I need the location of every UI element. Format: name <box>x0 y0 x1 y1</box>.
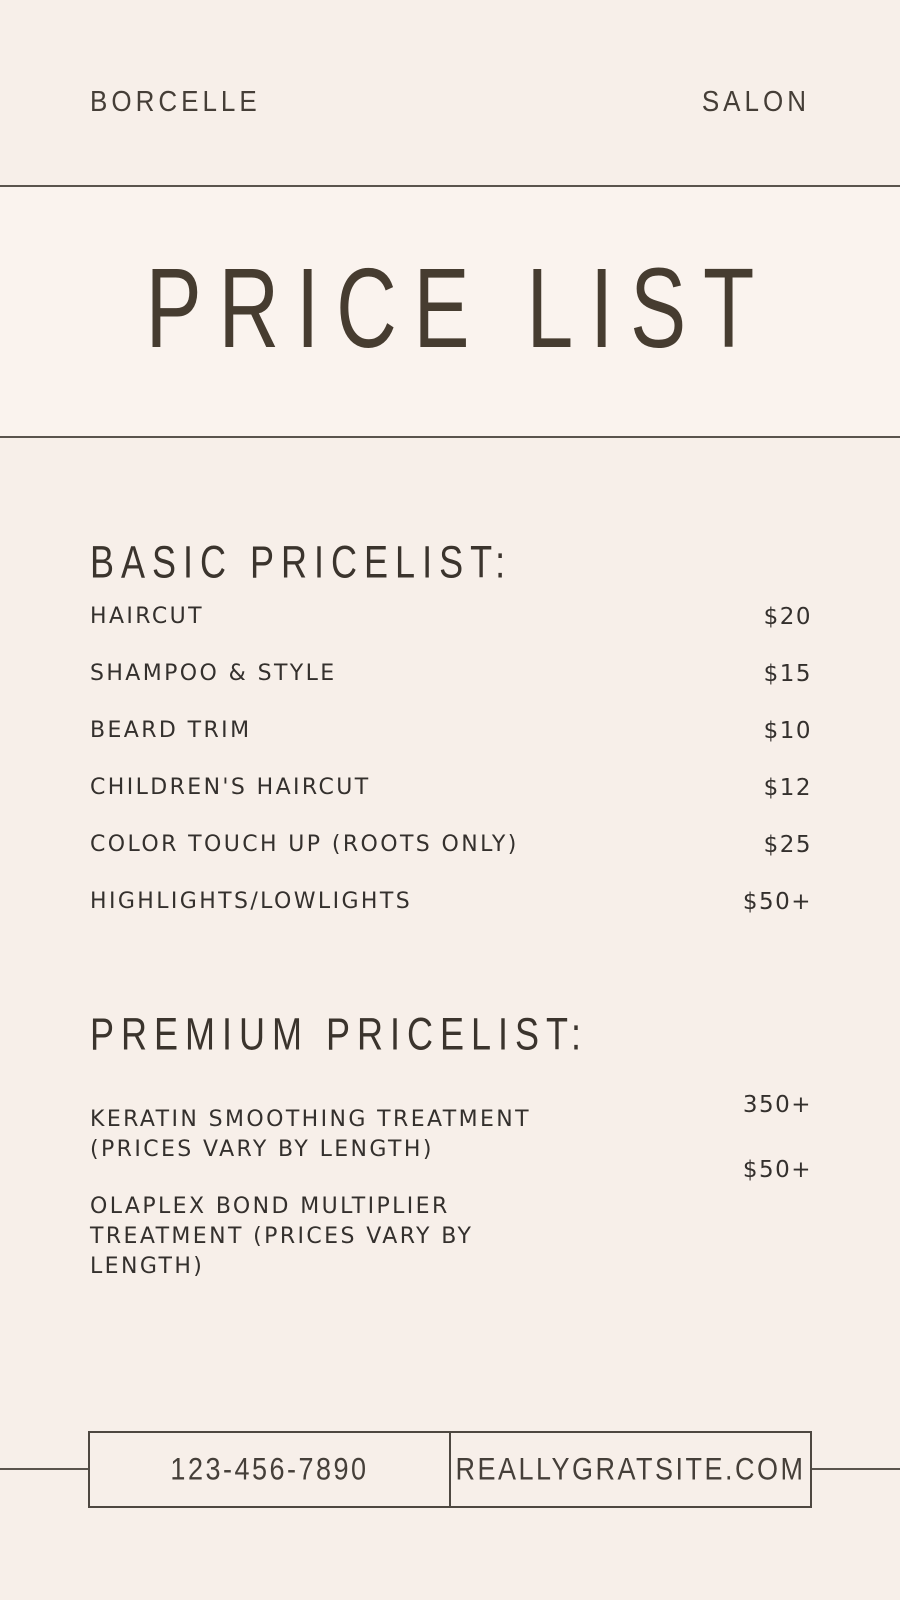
service-label: HIGHLIGHTS/LOWLIGHTS <box>90 889 413 914</box>
premium-pricelist-heading: PREMIUM PRICELIST: <box>90 1008 589 1060</box>
service-price: $12 <box>763 774 812 801</box>
service-label: CHILDREN'S HAIRCUT <box>90 775 371 800</box>
brand-name: BORCELLE <box>90 84 261 118</box>
divider-below-title <box>0 436 900 438</box>
service-price: $20 <box>763 603 812 630</box>
service-label: OLAPLEX BOND MULTIPLIER TREATMENT (PRICES VARY BY LENGTH) <box>90 1194 474 1279</box>
price-row <box>90 645 812 702</box>
page-title: PRICE LIST <box>145 244 772 372</box>
service-label: COLOR TOUCH UP (ROOTS ONLY) <box>90 832 519 857</box>
premium-pricelist <box>90 1075 812 1282</box>
website-url: REALLYGRATSITE.COM <box>455 1451 806 1487</box>
price-row <box>90 816 812 873</box>
footer-line-right <box>810 1468 900 1470</box>
title-band <box>0 187 900 436</box>
premium-labels <box>90 1075 560 1282</box>
service-price: $10 <box>763 717 812 744</box>
service-label: BEARD TRIM <box>90 718 252 743</box>
header <box>90 86 810 117</box>
price-row <box>90 759 812 816</box>
phone-number: 123-456-7890 <box>170 1451 369 1487</box>
price-row <box>90 873 812 930</box>
service-price: 350+ <box>742 1092 812 1118</box>
service-price: $50+ <box>742 1157 812 1183</box>
service-price: $15 <box>763 660 812 687</box>
footer-line-left <box>0 1468 90 1470</box>
basic-pricelist-heading: BASIC PRICELIST: <box>90 536 513 588</box>
premium-prices <box>743 1090 812 1185</box>
price-row <box>90 702 812 759</box>
service-label: SHAMPOO & STYLE <box>90 661 337 686</box>
footer-contact-box <box>88 1431 812 1508</box>
service-price: $50+ <box>742 888 812 915</box>
service-price: $25 <box>763 831 812 858</box>
footer-website-cell <box>449 1433 810 1506</box>
price-row <box>90 588 812 645</box>
service-label: KERATIN SMOOTHING TREATMENT (PRICES VARY BY LENGTH) <box>90 1107 531 1162</box>
brand-descriptor: SALON <box>701 84 810 118</box>
footer-phone-cell <box>90 1433 449 1506</box>
basic-pricelist <box>90 588 812 930</box>
service-label: HAIRCUT <box>90 604 204 629</box>
